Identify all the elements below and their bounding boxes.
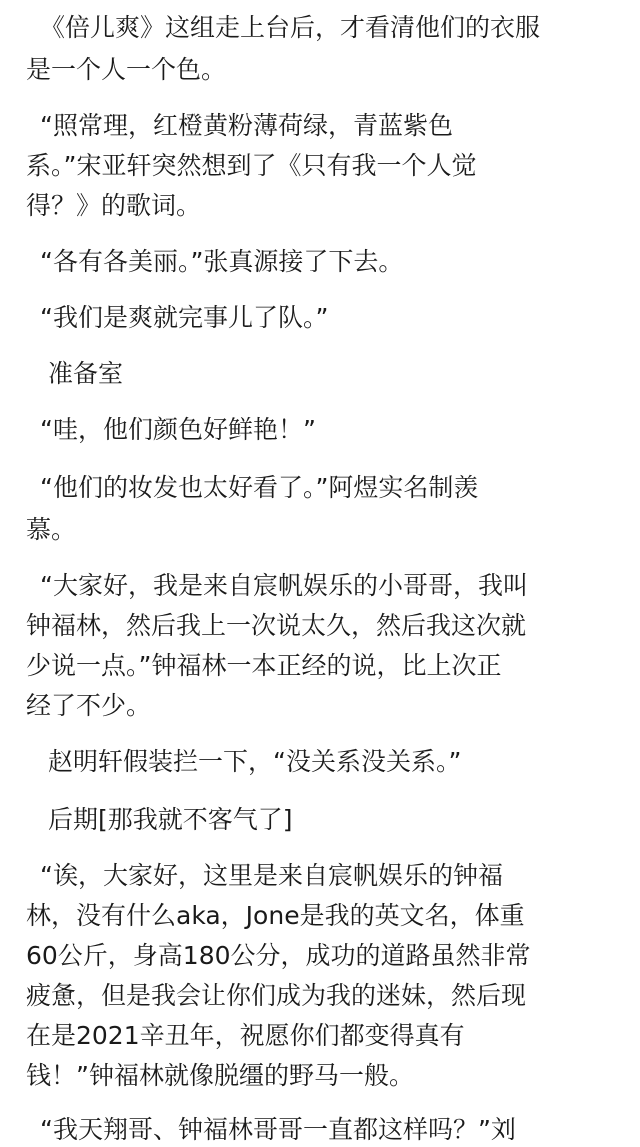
paragraph-2-line-3: 得？》的歌词。 [26,191,202,220]
paragraph-11-line-2: 林，没有什么aka，Jone是我的英文名，体重 [26,901,525,930]
paragraph-1-line-2: 是一个人一个色。 [26,55,227,84]
paragraph-8-line-3: 少说一点。”钟福林一本正经的说，比上次正 [26,651,502,680]
paragraph-10-line-1: 后期[那我就不客气了] [48,805,293,834]
paragraph-3-line-1: “各有各美丽。”张真源接了下去。 [40,247,404,276]
paragraph-11-line-1: “诶，大家好，这里是来自宸帆娱乐的钟福 [40,861,503,890]
paragraph-11-line-4: 疲惫，但是我会让你们成为我的迷妹，然后现 [26,981,527,1010]
paragraph-12-line-1: “我天翔哥、钟福林哥哥一直都这样吗？”刘 [40,1115,516,1144]
paragraph-4-line-1: “我们是爽就完事儿了队。” [40,303,329,332]
paragraph-7-line-2: 慕。 [26,515,77,544]
paragraph-11-line-3: 60公斤，身高180公分，成功的道路虽然非常 [26,941,531,970]
paragraph-6-line-1: “哇，他们颜色好鲜艳！” [40,415,316,444]
paragraph-11-line-6: 钱！”钟福林就像脱缰的野马一般。 [26,1061,414,1090]
paragraph-11-line-5: 在是2021辛丑年，祝愿你们都变得真有 [26,1021,465,1050]
paragraph-8-line-2: 钟福林，然后我上一次说太久，然后我这次就 [26,611,527,640]
paragraph-8-line-4: 经了不少。 [26,691,152,720]
paragraph-2-line-1: “照常理，红橙黄粉薄荷绿，青蓝紫色 [40,111,453,140]
paragraph-8-line-1: “大家好，我是来自宸帆娱乐的小哥哥，我叫 [40,571,528,600]
paragraph-5-line-1: 准备室 [48,359,124,388]
paragraph-9-line-1: 赵明轩假装拦一下，“没关系没关系。” [48,747,462,776]
paragraph-1-line-1: 《倍儿爽》这组走上台后，才看清他们的衣服 [40,13,541,42]
paragraph-7-line-1: “他们的妆发也太好看了。”阿煜实名制羡 [40,473,479,502]
paragraph-2-line-2: 系。”宋亚轩突然想到了《只有我一个人觉 [26,151,477,180]
